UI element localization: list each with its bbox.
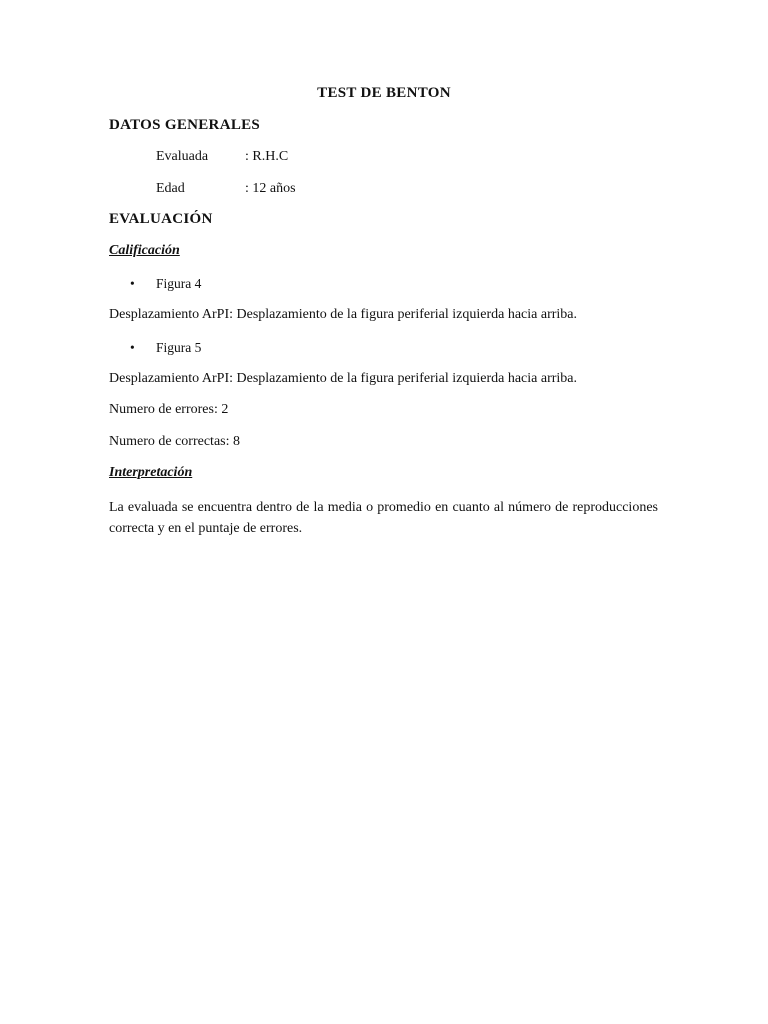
interpretacion-heading: Interpretación [109, 465, 193, 480]
evaluada-label: Evaluada [156, 149, 209, 164]
figura-4-label: Figura 4 [156, 276, 202, 291]
interpretacion-paragraph: La evaluada se encuentra dentro de la media o promedio en cuanto al número de reproducciones correcta y en el puntaje de errores. [109, 500, 658, 536]
edad-label: Edad [156, 181, 185, 196]
figura-4-description: Desplazamiento ArPI: Desplazamiento de la figura periferial izquierda hacia arriba. [109, 307, 578, 322]
numero-errores: Numero de errores: 2 [109, 402, 229, 417]
document-title: TEST DE BENTON [317, 85, 451, 101]
bullet-icon: • [130, 340, 135, 355]
datos-generales-heading: DATOS GENERALES [109, 117, 261, 133]
evaluada-value: : R.H.C [245, 149, 289, 164]
bullet-icon: • [130, 276, 135, 291]
numero-correctas: Numero de correctas: 8 [109, 434, 240, 449]
calificacion-heading: Calificación [109, 243, 180, 258]
edad-value: : 12 años [245, 181, 296, 196]
figura-5-description: Desplazamiento ArPI: Desplazamiento de la figura periferial izquierda hacia arriba. [109, 371, 578, 386]
figura-4-item [130, 276, 201, 292]
evaluacion-heading: EVALUACIÓN [109, 211, 213, 227]
figura-5-label: Figura 5 [156, 340, 202, 355]
figura-5-item [130, 340, 201, 356]
